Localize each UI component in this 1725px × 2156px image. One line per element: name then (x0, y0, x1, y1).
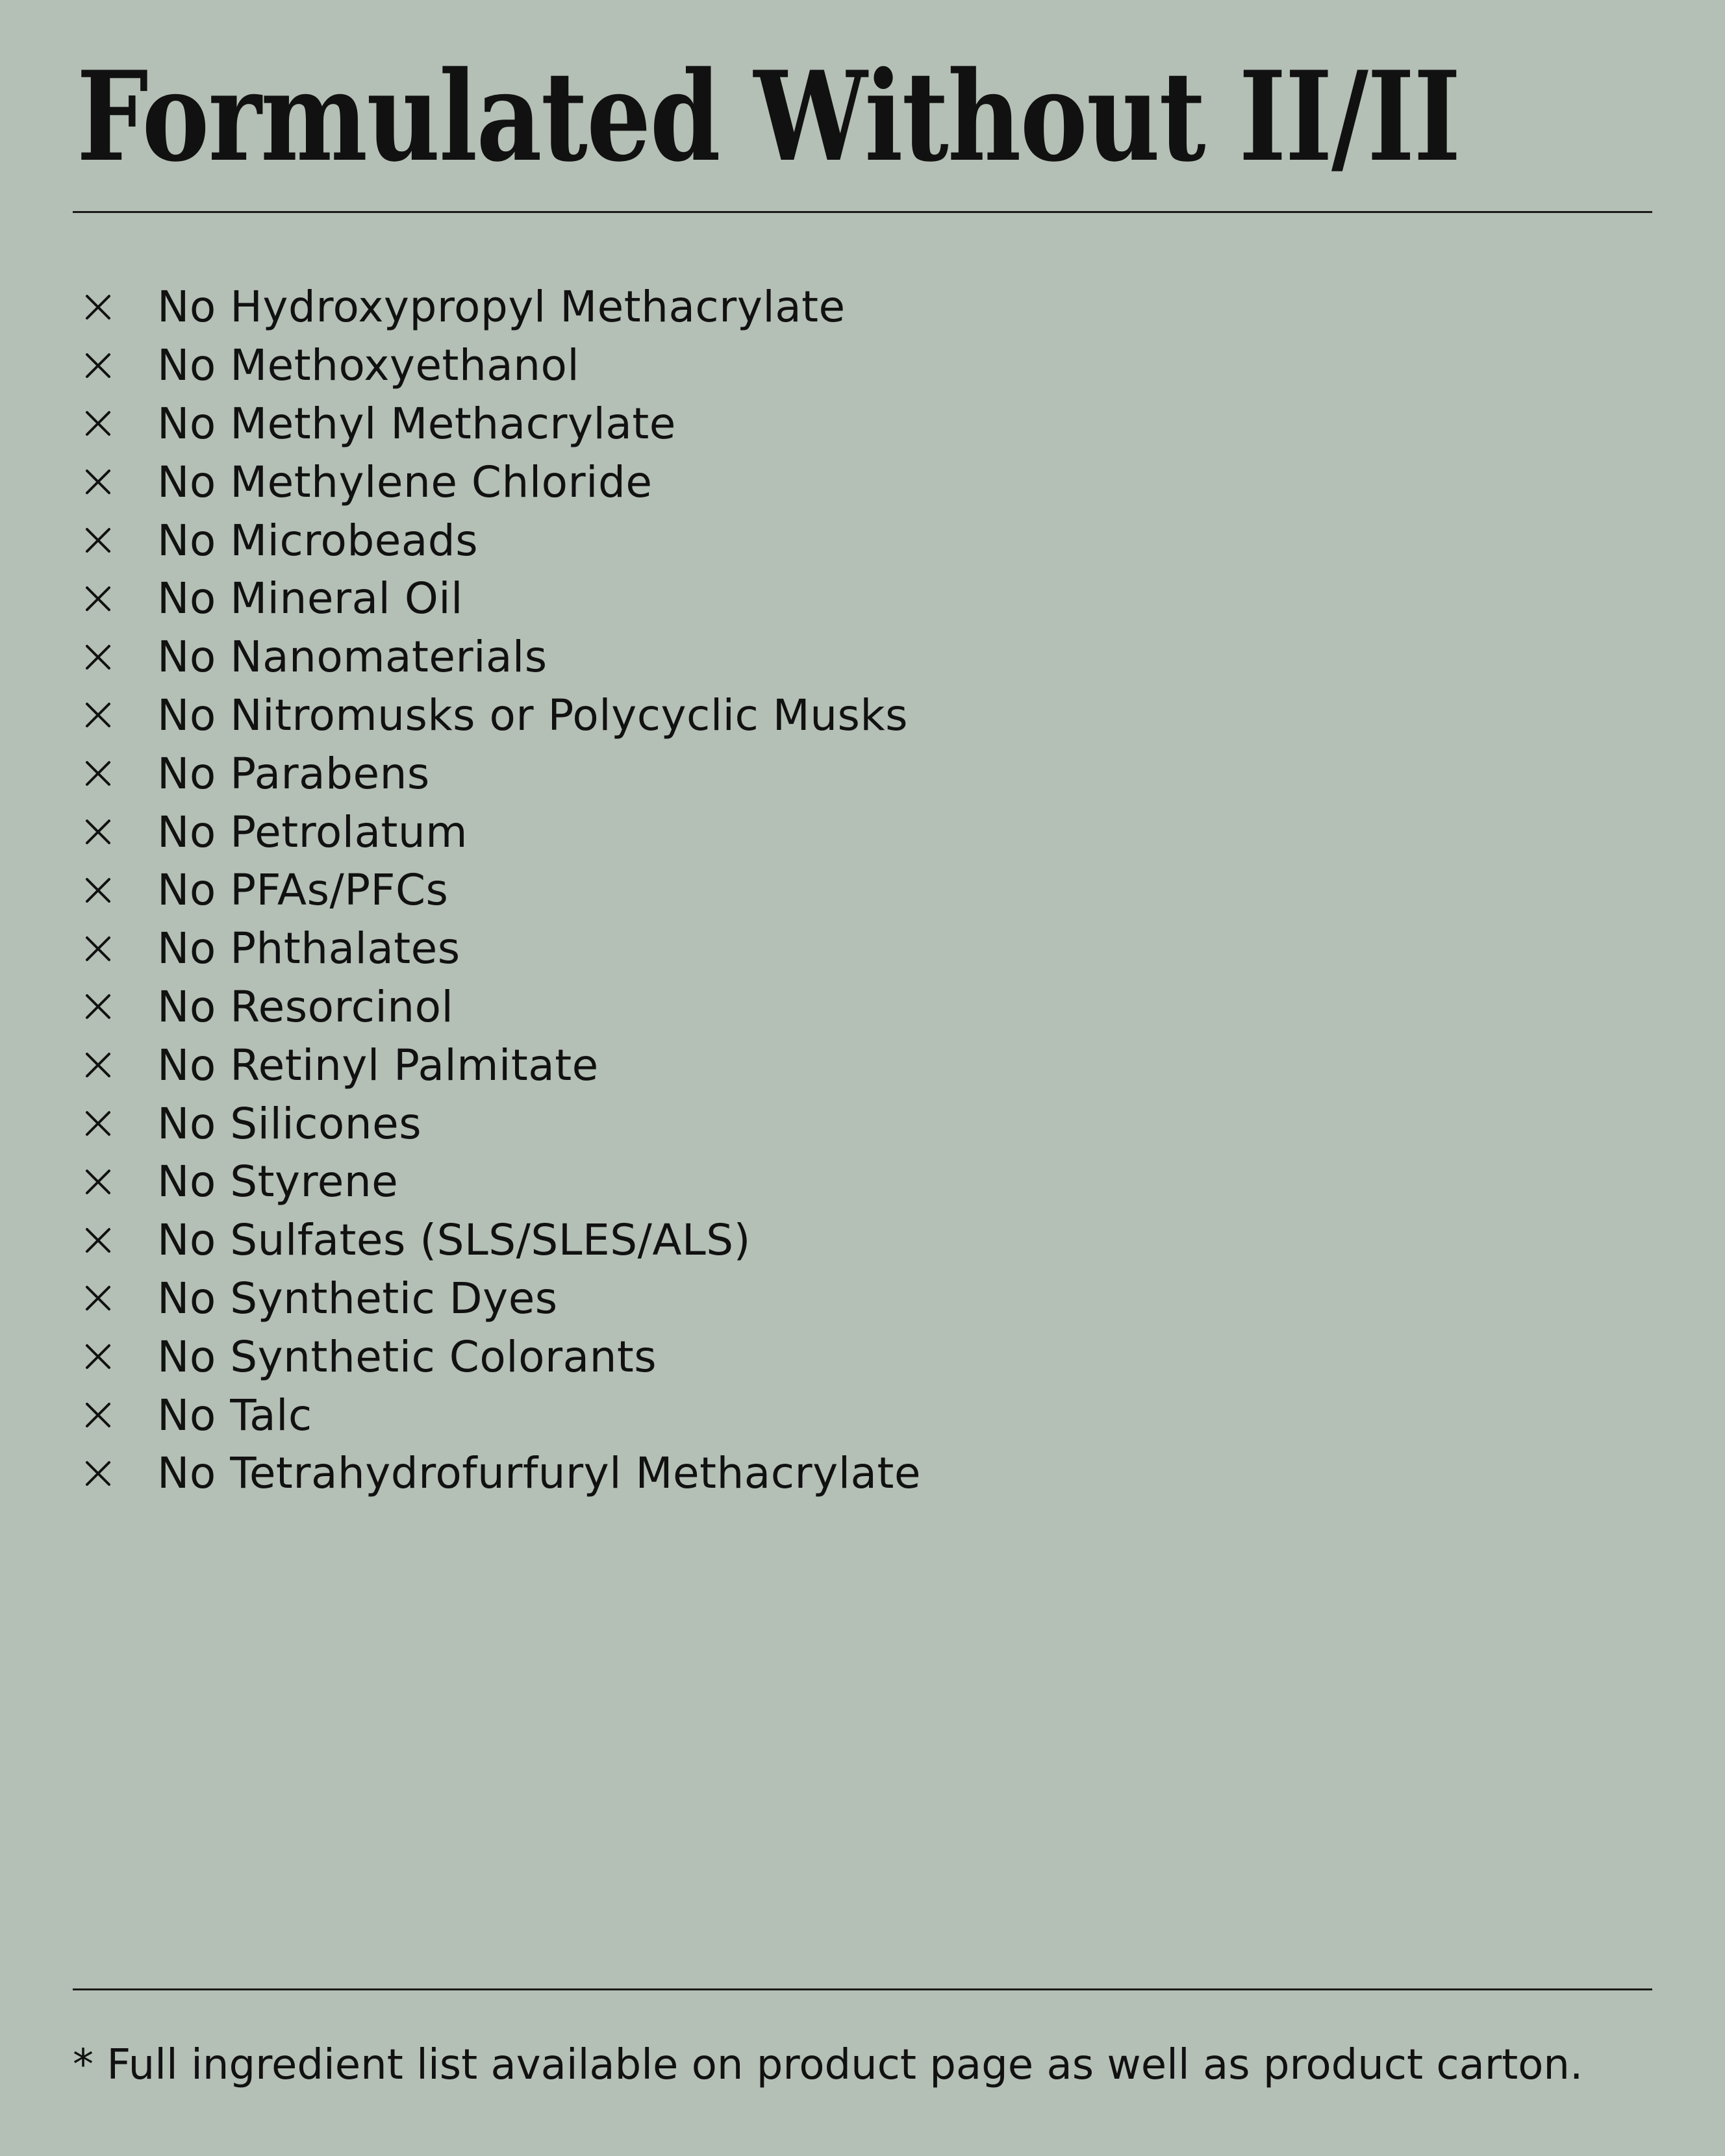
list-item-label: No Methyl Methacrylate (157, 398, 676, 449)
list-item-label: No Nitromusks or Polycyclic Musks (157, 690, 909, 740)
list-item (77, 1036, 921, 1094)
list-item (77, 628, 921, 686)
list-item (77, 278, 921, 336)
list-item-label: No PFAs/PFCs (157, 865, 449, 916)
list-item (77, 920, 921, 978)
list-item-label: No Resorcinol (157, 981, 454, 1032)
list-item-label: No Hydroxypropyl Methacrylate (157, 282, 846, 332)
x-mark-icon (84, 935, 112, 962)
list-item-label: No Talc (157, 1390, 312, 1440)
list-item (77, 511, 921, 570)
x-mark-icon (84, 644, 112, 671)
x-mark-icon (84, 585, 112, 612)
x-mark-icon (84, 818, 112, 846)
x-mark-icon (84, 1110, 112, 1137)
list-item (77, 1327, 921, 1386)
list-item-label: No Sulfates (SLS/SLES/ALS) (157, 1215, 751, 1266)
list-item-label: No Silicones (157, 1098, 422, 1149)
list-item (77, 1153, 921, 1211)
x-mark-icon (84, 701, 112, 729)
list-item (77, 1386, 921, 1444)
x-mark-icon (84, 410, 112, 437)
x-mark-icon (84, 468, 112, 495)
list-item-label: No Styrene (157, 1157, 399, 1207)
list-item-label: No Retinyl Palmitate (157, 1040, 599, 1090)
list-item (77, 744, 921, 803)
list-item (77, 570, 921, 628)
list-item (77, 978, 921, 1036)
x-mark-icon (84, 760, 112, 787)
list-item (77, 1270, 921, 1328)
x-mark-icon (84, 1460, 112, 1487)
x-mark-icon (84, 294, 112, 321)
list-item-label: No Mineral Oil (157, 573, 463, 624)
list-item (77, 803, 921, 861)
list-item (77, 686, 921, 745)
footnote: * Full ingredient list available on product page as well as product carton. (73, 2041, 1583, 2089)
x-mark-icon (84, 1051, 112, 1079)
list-item (77, 1094, 921, 1153)
x-mark-icon (84, 1401, 112, 1429)
list-item (77, 336, 921, 395)
x-mark-icon (84, 527, 112, 554)
x-mark-icon (84, 993, 112, 1020)
x-mark-icon (84, 1285, 112, 1312)
title-divider (73, 211, 1652, 213)
list-item-label: No Synthetic Dyes (157, 1273, 558, 1323)
list-item-label: No Nanomaterials (157, 632, 548, 683)
list-item-label: No Petrolatum (157, 807, 468, 857)
x-mark-icon (84, 1227, 112, 1254)
x-mark-icon (84, 1343, 112, 1370)
list-item-label: No Phthalates (157, 923, 460, 974)
list-item-label: No Tetrahydrofurfuryl Methacrylate (157, 1448, 921, 1499)
list-item-label: No Methoxyethanol (157, 340, 580, 391)
list-item-label: No Methylene Chloride (157, 457, 653, 507)
list-item (77, 1444, 921, 1503)
x-mark-icon (84, 352, 112, 379)
list-item (77, 453, 921, 511)
x-mark-icon (84, 1168, 112, 1196)
excluded-ingredients-list (77, 278, 921, 1503)
page-title: Formulated Without II/II (77, 44, 1460, 189)
footer-divider (73, 1988, 1652, 1990)
list-item-label: No Microbeads (157, 515, 479, 566)
list-item (77, 1211, 921, 1270)
list-item-label: No Synthetic Colorants (157, 1331, 657, 1382)
list-item (77, 861, 921, 920)
list-item (77, 395, 921, 453)
x-mark-icon (84, 877, 112, 904)
list-item-label: No Parabens (157, 748, 430, 799)
